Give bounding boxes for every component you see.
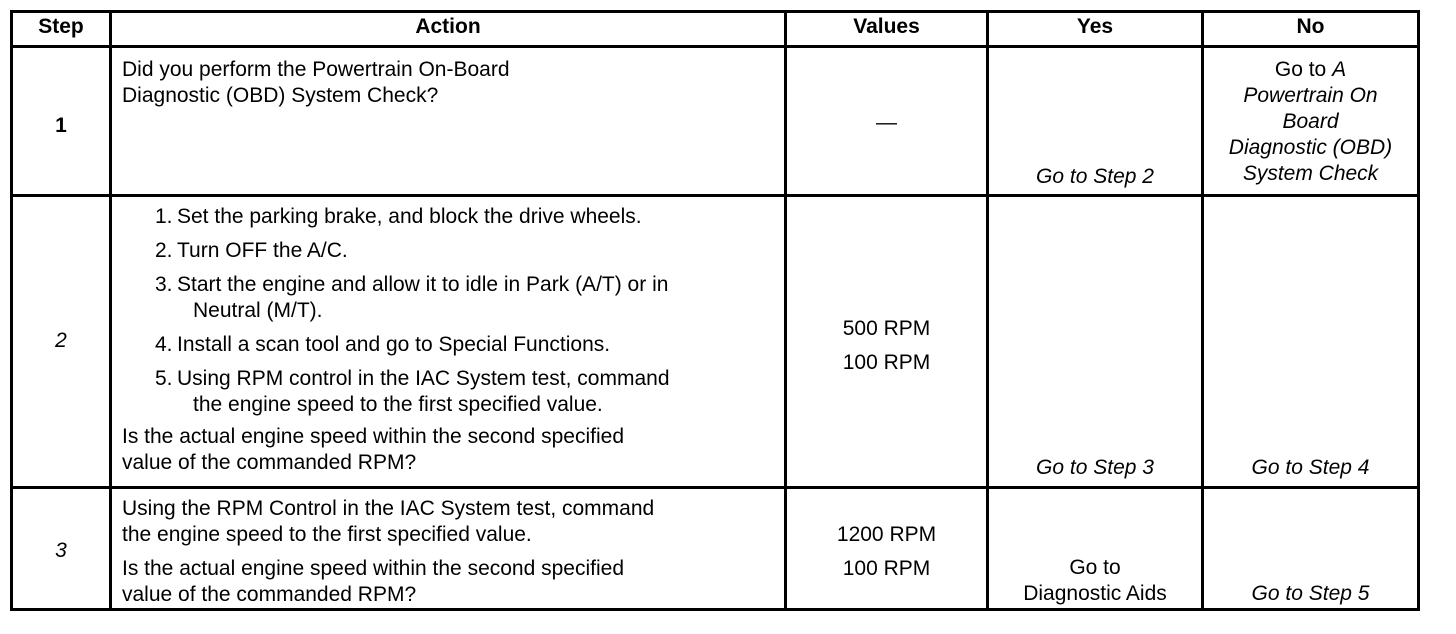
diagnostic-table <box>10 10 1420 611</box>
action-step-item <box>122 272 782 324</box>
table-border-top <box>10 10 1420 13</box>
step-number: 1 <box>55 114 67 137</box>
yes-cell: Go to Step 2 <box>1036 165 1154 188</box>
yes-cell: Go to Step 3 <box>1036 456 1154 479</box>
action-question-line: Did you perform the Powertrain On-Board <box>122 58 510 81</box>
value-line: 100 RPM <box>842 557 931 580</box>
action-step-number: 1. <box>155 205 173 228</box>
action-step-number: 4. <box>155 333 173 356</box>
no-cell-ref: A <box>1332 58 1347 81</box>
yes-cell-line: Go to <box>1069 556 1121 579</box>
no-cell: Go to Step 5 <box>1251 582 1370 605</box>
header-values: Values <box>853 15 920 38</box>
action-step-text: Neutral (M/T). <box>193 299 323 322</box>
no-cell-ref: Powertrain On <box>1243 84 1378 107</box>
values-cell: — <box>876 111 897 134</box>
no-cell-prefix: Go to <box>1274 58 1327 81</box>
yes-cell <box>989 555 1201 607</box>
action-step-text: Start the engine and allow it to idle in Park (A/T) or in <box>177 273 669 296</box>
action-step-number: 3. <box>155 273 173 296</box>
action-step-text: the engine speed to the first specified value. <box>193 393 603 416</box>
yes-cell-line: Diagnostic Aids <box>1023 582 1167 605</box>
header-divider <box>10 45 1420 48</box>
values-cell <box>787 312 986 380</box>
no-cell <box>1204 57 1417 187</box>
action-question-line: value of the commanded RPM? <box>122 451 417 474</box>
action-text <box>122 204 782 476</box>
action-question-line: value of the commanded RPM? <box>122 583 417 606</box>
column-divider <box>986 10 989 611</box>
no-cell-line <box>1204 57 1417 83</box>
value-line: 1200 RPM <box>836 523 937 546</box>
action-step-item <box>122 332 782 358</box>
header-step: Step <box>38 15 84 38</box>
action-line: Using the RPM Control in the IAC System test, command <box>122 497 655 520</box>
action-step-item <box>122 204 782 230</box>
values-cell <box>787 518 986 586</box>
table-border-bottom <box>10 608 1420 611</box>
action-line: the engine speed to the first specified value. <box>122 523 532 546</box>
table-border-right <box>1417 10 1420 611</box>
header-yes: Yes <box>1076 15 1114 38</box>
action-step-item <box>122 238 782 264</box>
header-action: Action <box>415 15 481 38</box>
row-divider <box>10 486 1420 489</box>
no-cell-ref: Board <box>1282 110 1339 133</box>
step-number: 2 <box>55 329 67 352</box>
action-step-item <box>122 366 782 418</box>
table-border-left <box>10 10 13 611</box>
step-number: 3 <box>55 539 67 562</box>
header-no: No <box>1296 15 1325 38</box>
action-question-line: Diagnostic (OBD) System Check? <box>122 84 439 107</box>
action-step-text: Set the parking brake, and block the drive wheels. <box>177 205 642 228</box>
action-text <box>122 57 772 109</box>
no-cell-ref: System Check <box>1242 162 1379 185</box>
value-line: 500 RPM <box>842 317 931 340</box>
no-cell-ref: Diagnostic (OBD) <box>1228 136 1393 159</box>
row-divider <box>10 194 1420 197</box>
action-question-line: Is the actual engine speed within the second specified <box>122 557 625 580</box>
column-divider <box>109 10 112 611</box>
action-step-text: Using RPM control in the IAC System test, command <box>177 367 670 390</box>
action-step-text: Install a scan tool and go to Special Functions. <box>177 333 611 356</box>
action-step-text: Turn OFF the A/C. <box>177 239 348 262</box>
value-line: 100 RPM <box>842 351 931 374</box>
no-cell: Go to Step 4 <box>1251 456 1370 479</box>
action-question-line: Is the actual engine speed within the second specified <box>122 425 625 448</box>
action-text <box>122 496 782 608</box>
action-step-number: 2. <box>155 239 173 262</box>
action-step-number: 5. <box>155 367 173 390</box>
